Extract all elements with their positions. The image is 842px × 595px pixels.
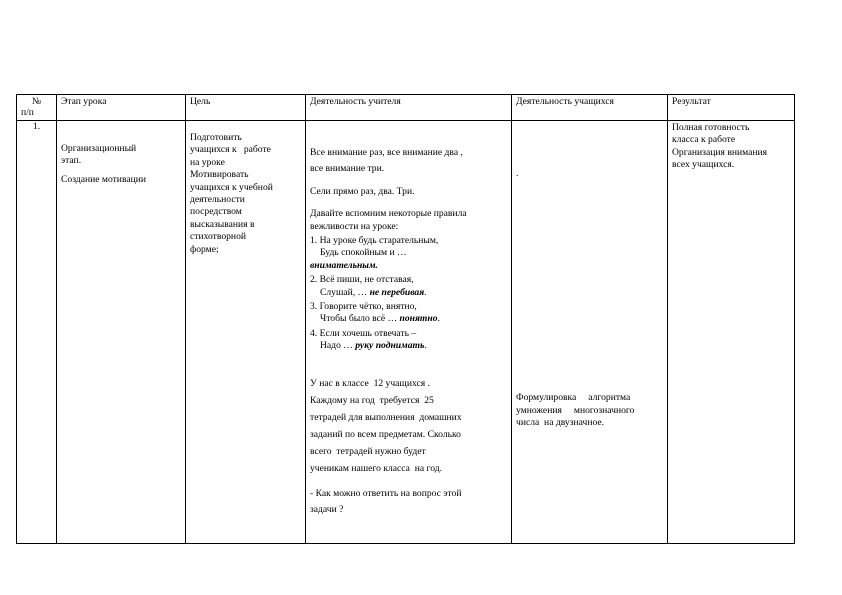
header-teacher-activity: Деятельность учителя [306, 95, 512, 121]
goal-line: высказывания в [190, 218, 255, 230]
question-line1: - Как можно ответить на вопрос этой [310, 487, 462, 499]
attention-line1: Все внимание раз, все внимание два , [310, 147, 463, 158]
rule1-line1: 1. На уроке будь старательным, [310, 235, 439, 247]
stage-cell [57, 121, 186, 544]
rule3-prefix: Чтобы было всё … [320, 313, 400, 325]
goal-line: учащихся к учебной [190, 181, 273, 193]
stage-line1: Организационный [61, 143, 137, 154]
header-number-line1: № [31, 96, 42, 107]
rule1-answer-line [310, 260, 507, 272]
algorithm-formulation [516, 392, 663, 429]
goal-line: учащихся к работе [190, 144, 271, 156]
formula-line3: числа на двузначное. [516, 417, 605, 429]
rule2-suffix: . [424, 286, 427, 298]
result-line4: всех учащихся. [672, 159, 735, 171]
stage-line3: Создание мотивации [61, 173, 147, 185]
goal-line: Мотивировать [190, 169, 249, 181]
rule3-answer: понятно [399, 313, 438, 325]
sit-straight-line: Сели прямо раз, два. Три. [310, 185, 415, 197]
result-cell [668, 121, 795, 544]
task-line: Каждому на год требуется 25 [310, 394, 434, 406]
goal-line: деятельности [190, 194, 245, 206]
rules-intro-line1: Давайте вспомним некоторые правила [310, 208, 467, 220]
goal-lines [190, 132, 301, 256]
rule4-prefix: Надо … [320, 340, 356, 352]
row-number: 1. [17, 121, 57, 544]
task-line: ученикам нашего класса на год. [310, 462, 443, 474]
task-line: У нас в классе 12 учащихся . [310, 377, 430, 389]
result-line3: Организация внимания [672, 146, 768, 158]
lesson-plan-table [16, 94, 795, 544]
header-number-line2: п/п [21, 107, 34, 118]
table-header-row [17, 95, 795, 121]
goal-cell [186, 121, 306, 544]
rule2-line2 [310, 287, 507, 299]
attention-line2: все внимание три. [310, 163, 385, 175]
formula-line1: Формулировка алгоритма [516, 392, 631, 404]
header-result: Результат [668, 95, 795, 121]
rules-intro-line2: вежливости на уроке: [310, 220, 399, 232]
header-number [17, 95, 57, 121]
teacher-activity-cell [306, 121, 512, 544]
rule2-line1: 2. Всё пиши, не отставая, [310, 274, 414, 286]
goal-line: посредством [190, 206, 242, 218]
rule1-line2: Будь спокойным и … [320, 247, 407, 259]
result-line1: Полная готовность [672, 122, 750, 133]
goal-line: форме; [190, 243, 219, 255]
formula-line2: умножения многозначного [516, 404, 635, 416]
rule3-line1: 3. Говорите чётко, внятно, [310, 301, 417, 313]
rule2-answer: не перебивая [369, 286, 425, 298]
goal-line: Подготовить [190, 132, 242, 143]
rule3-suffix: . [437, 313, 440, 325]
word-problem [310, 375, 507, 477]
header-students-activity: Деятельность учащихся [512, 95, 668, 121]
rule4-line1: 4. Если хочешь отвечать – [310, 327, 417, 339]
rule4-answer: руку поднимать [355, 340, 425, 352]
rule4-suffix: . [424, 340, 427, 352]
task-line: тетрадей для выполнения домашних [310, 411, 462, 423]
result-line2: класса к работе [672, 134, 736, 146]
question-line2: задачи ? [310, 503, 344, 515]
header-goal: Цель [186, 95, 306, 121]
goal-line: на уроке [190, 156, 225, 168]
header-stage: Этап урока [57, 95, 186, 121]
table-row [17, 121, 795, 544]
rule2-prefix: Слушай, … [320, 286, 370, 298]
rule4-line2 [310, 340, 507, 352]
goal-line: стихотворной [190, 231, 247, 243]
task-line: всего тетрадей нужно будет [310, 445, 426, 457]
rule1-answer: внимательным. [310, 259, 378, 271]
students-activity-cell [512, 121, 668, 544]
rule3-line2 [310, 313, 507, 325]
students-dot: . [516, 168, 519, 179]
stage-line2: этап. [61, 155, 82, 167]
task-line: заданий по всем предметам. Сколько [310, 428, 461, 440]
